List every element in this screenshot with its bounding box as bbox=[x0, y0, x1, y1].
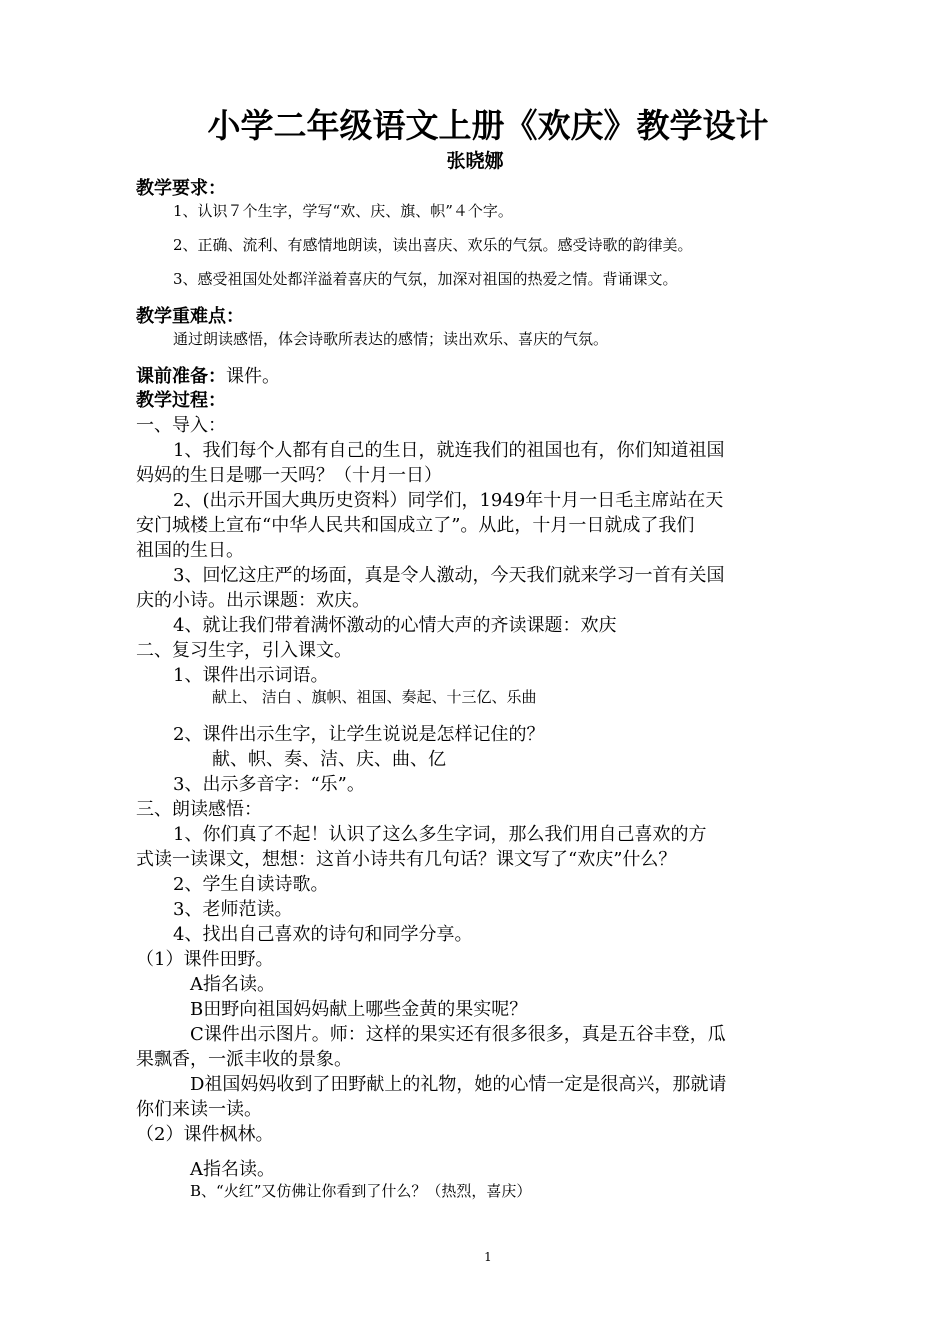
body-line: 3、老师范读。 bbox=[173, 899, 293, 920]
process-heading: 教学过程： bbox=[136, 390, 226, 411]
body-line: 庆的小诗。出示课题：欢庆。 bbox=[136, 590, 370, 611]
key-points-heading: 教学重难点： bbox=[136, 306, 244, 327]
body-line: B田野向祖国妈妈献上哪些金黄的果实呢？ bbox=[190, 999, 528, 1020]
body-line: 2、(出示开国大典历史资料）同学们，1949年十月一日毛主席站在天 bbox=[173, 490, 724, 511]
character-list: 献、帜、奏、洁、庆、曲、亿 bbox=[212, 749, 446, 770]
vocab-list: 献上、 洁白 、旗帜、祖国、奏起、十三亿、乐曲 bbox=[212, 688, 537, 706]
body-line: 4、就让我们带着满怀激动的心情大声的齐读课题：欢庆 bbox=[173, 615, 617, 636]
body-line: 3、回忆这庄严的场面，真是令人激动，今天我们就来学习一首有关国 bbox=[173, 565, 725, 586]
sub-heading: （2）课件枫林。 bbox=[136, 1124, 274, 1145]
document-title: 小学二年级语文上册《欢庆》教学设计 bbox=[207, 106, 769, 145]
body-line: 安门城楼上宣布“中华人民共和国成立了”。从此，十月一日就成了我们 bbox=[136, 515, 695, 536]
body-line: C课件出示图片。师：这样的果实还有很多很多，真是五谷丰登，瓜 bbox=[190, 1024, 726, 1045]
body-line: 4、找出自己喜欢的诗句和同学分享。 bbox=[173, 924, 473, 945]
body-line: B、“火红”又仿佛让你看到了什么？（热烈，喜庆） bbox=[190, 1182, 532, 1200]
preparation-text: 课件。 bbox=[226, 366, 280, 387]
sub-heading: （1）课件田野。 bbox=[136, 949, 274, 970]
requirements-heading: 教学要求： bbox=[136, 178, 226, 199]
body-line: 你们来读一读。 bbox=[136, 1099, 262, 1120]
body-line: 果飘香，一派丰收的景象。 bbox=[136, 1049, 352, 1070]
page-number: 1 bbox=[484, 1250, 492, 1264]
body-line: 1、课件出示词语。 bbox=[173, 665, 329, 686]
body-line: 2、学生自读诗歌。 bbox=[173, 874, 329, 895]
requirement-item: 1、认识７个生字，学写“欢、庆、旗、帜”４个字。 bbox=[173, 202, 513, 220]
section-heading: 三、朗读感悟： bbox=[136, 799, 262, 820]
preparation-heading: 课前准备： bbox=[136, 366, 226, 387]
body-line: 式读一读课文，想想：这首小诗共有几句话？课文写了“欢庆”什么？ bbox=[136, 849, 677, 870]
author-name: 张晓娜 bbox=[446, 150, 504, 172]
section-heading: 一、导入： bbox=[136, 415, 226, 436]
requirement-item: 2、正确、流利、有感情地朗读，读出喜庆、欢乐的气氛。感受诗歌的韵律美。 bbox=[173, 236, 693, 254]
body-line: 祖国的生日。 bbox=[136, 540, 244, 561]
body-line: D祖国妈妈收到了田野献上的礼物，她的心情一定是很高兴，那就请 bbox=[190, 1074, 727, 1095]
section-heading: 二、复习生字，引入课文。 bbox=[136, 640, 352, 661]
key-points-text: 通过朗读感悟，体会诗歌所表达的感情；读出欢乐、喜庆的气氛。 bbox=[173, 330, 609, 348]
requirement-item: 3、感受祖国处处都洋溢着喜庆的气氛，加深对祖国的热爱之情。背诵课文。 bbox=[173, 270, 678, 288]
body-line: 1、我们每个人都有自己的生日，就连我们的祖国也有，你们知道祖国 bbox=[173, 440, 725, 461]
preparation-row bbox=[136, 362, 280, 388]
body-line: 3、出示多音字：“乐”。 bbox=[173, 774, 365, 795]
body-line: A指名读。 bbox=[190, 1159, 275, 1180]
body-line: A指名读。 bbox=[190, 974, 275, 995]
body-line: 妈妈的生日是哪一天吗？（十月一日） bbox=[136, 465, 442, 486]
body-line: 1、你们真了不起！认识了这么多生字词，那么我们用自己喜欢的方 bbox=[173, 824, 707, 845]
body-line: 2、课件出示生字，让学生说说是怎样记住的？ bbox=[173, 724, 545, 745]
